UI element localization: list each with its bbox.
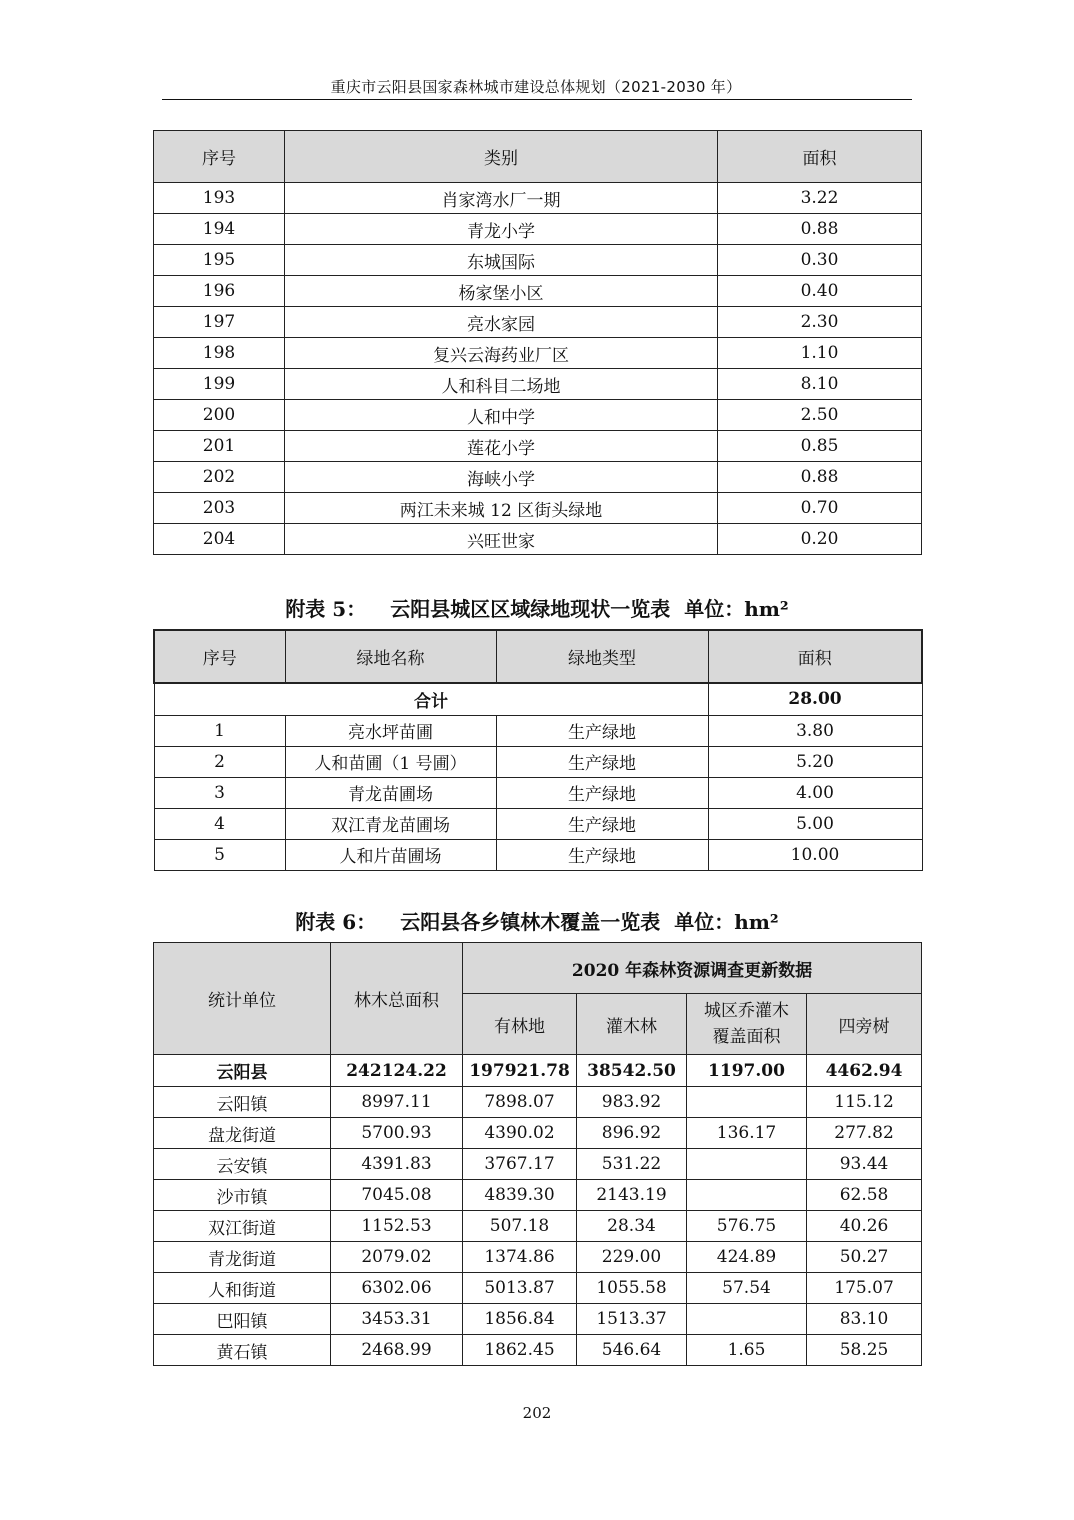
cell-index: 3 <box>154 777 285 808</box>
table-row <box>154 276 922 307</box>
cell-forest: 5013.87 <box>463 1273 577 1304</box>
cell-forest: 4390.02 <box>463 1118 577 1149</box>
cell-forest: 3767.17 <box>463 1149 577 1180</box>
table-row <box>154 524 922 555</box>
cell-area: 8.10 <box>718 369 922 400</box>
table-caption-5 <box>153 593 921 622</box>
cell-unit: 沙市镇 <box>154 1180 331 1211</box>
caption-title: 云阳县各乡镇林木覆盖一览表 <box>400 910 661 934</box>
green-space-continuation-table <box>153 130 922 555</box>
column-header-total-area: 林木总面积 <box>331 943 463 1055</box>
cell-category: 东城国际 <box>285 245 718 276</box>
column-header-index: 序号 <box>154 630 285 683</box>
cell-category: 海峡小学 <box>285 462 718 493</box>
cell-total: 3453.31 <box>331 1304 463 1335</box>
table-row <box>154 400 922 431</box>
cell-unit: 青龙街道 <box>154 1242 331 1273</box>
page-number: 202 <box>522 1404 552 1422</box>
cell-unit: 双江街道 <box>154 1211 331 1242</box>
cell-index: 197 <box>154 307 285 338</box>
cell-forest: 4839.30 <box>463 1180 577 1211</box>
summary-urban: 1197.00 <box>687 1055 807 1087</box>
cell-index: 202 <box>154 462 285 493</box>
cell-shrub: 2143.19 <box>577 1180 687 1211</box>
cell-index: 5 <box>154 839 285 870</box>
cell-index: 2 <box>154 746 285 777</box>
table-caption-6 <box>153 906 921 935</box>
cell-forest: 7898.07 <box>463 1087 577 1118</box>
cell-index: 199 <box>154 369 285 400</box>
table-row <box>154 431 922 462</box>
cell-category: 人和科目二场地 <box>285 369 718 400</box>
table-row <box>154 1180 922 1211</box>
cell-index: 203 <box>154 493 285 524</box>
total-value: 28.00 <box>708 683 922 715</box>
cell-forest: 1856.84 <box>463 1304 577 1335</box>
table-row <box>154 1087 922 1118</box>
table-row <box>154 839 922 870</box>
cell-forest: 507.18 <box>463 1211 577 1242</box>
cell-total: 1152.53 <box>331 1211 463 1242</box>
table-row <box>154 307 922 338</box>
cell-total: 2468.99 <box>331 1335 463 1366</box>
table-row <box>154 214 922 245</box>
summary-scattered: 4462.94 <box>807 1055 922 1087</box>
cell-urban: 576.75 <box>687 1211 807 1242</box>
cell-area: 1.10 <box>718 338 922 369</box>
cell-urban <box>687 1304 807 1335</box>
table-row <box>154 245 922 276</box>
column-header-urban-coverage-line1: 城区乔灌木 <box>704 1001 789 1021</box>
cell-category: 兴旺世家 <box>285 524 718 555</box>
table-row <box>154 462 922 493</box>
cell-name: 人和片苗圃场 <box>285 839 496 870</box>
cell-area: 2.50 <box>718 400 922 431</box>
cell-shrub: 28.34 <box>577 1211 687 1242</box>
cell-type: 生产绿地 <box>496 808 708 839</box>
column-header-scattered-trees: 四旁树 <box>807 994 922 1055</box>
table-row <box>154 1242 922 1273</box>
cell-urban: 1.65 <box>687 1335 807 1366</box>
cell-name: 青龙苗圃场 <box>285 777 496 808</box>
summary-total: 242124.22 <box>331 1055 463 1087</box>
table-header-row <box>154 630 922 683</box>
summary-forest: 197921.78 <box>463 1055 577 1087</box>
page-header-title: 重庆市云阳县国家森林城市建设总体规划（2021-2030 年） <box>330 78 742 96</box>
cell-area: 0.88 <box>718 214 922 245</box>
column-header-urban-coverage-line2: 覆盖面积 <box>712 1027 781 1047</box>
cell-index: 195 <box>154 245 285 276</box>
cell-scattered: 175.07 <box>807 1273 922 1304</box>
cell-name: 人和苗圃（1 号圃） <box>285 746 496 777</box>
cell-index: 194 <box>154 214 285 245</box>
cell-total: 2079.02 <box>331 1242 463 1273</box>
table-row <box>154 746 922 777</box>
column-header-area: 面积 <box>718 131 922 183</box>
cell-name: 双江青龙苗圃场 <box>285 808 496 839</box>
caption-label: 附表 5： <box>285 597 367 621</box>
cell-unit: 云阳镇 <box>154 1087 331 1118</box>
cell-shrub: 1513.37 <box>577 1304 687 1335</box>
caption-unit: 单位：hm² <box>684 597 789 621</box>
column-header-forest-land: 有林地 <box>463 994 577 1055</box>
cell-scattered: 40.26 <box>807 1211 922 1242</box>
table-row <box>154 715 922 746</box>
table-row <box>154 1149 922 1180</box>
cell-unit: 黄石镇 <box>154 1335 331 1366</box>
cell-urban: 136.17 <box>687 1118 807 1149</box>
table-row <box>154 1211 922 1242</box>
cell-urban: 424.89 <box>687 1242 807 1273</box>
cell-scattered: 50.27 <box>807 1242 922 1273</box>
cell-area: 0.40 <box>718 276 922 307</box>
cell-category: 人和中学 <box>285 400 718 431</box>
caption-label: 附表 6： <box>295 910 377 934</box>
cell-shrub: 229.00 <box>577 1242 687 1273</box>
urban-green-space-table <box>153 629 923 871</box>
cell-shrub: 1055.58 <box>577 1273 687 1304</box>
cell-area: 0.85 <box>718 431 922 462</box>
cell-unit: 人和街道 <box>154 1273 331 1304</box>
cell-unit: 云安镇 <box>154 1149 331 1180</box>
table-row <box>154 1335 922 1366</box>
column-header-category: 类别 <box>285 131 718 183</box>
cell-area: 3.22 <box>718 183 922 214</box>
forest-coverage-table <box>153 942 922 1366</box>
cell-name: 亮水坪苗圃 <box>285 715 496 746</box>
cell-category: 复兴云海药业厂区 <box>285 338 718 369</box>
cell-area: 0.20 <box>718 524 922 555</box>
cell-urban <box>687 1087 807 1118</box>
table-row <box>154 369 922 400</box>
cell-index: 198 <box>154 338 285 369</box>
cell-urban <box>687 1149 807 1180</box>
column-header-unit: 统计单位 <box>154 943 331 1055</box>
table-row <box>154 1304 922 1335</box>
cell-index: 200 <box>154 400 285 431</box>
table-header-row <box>154 131 922 183</box>
cell-area: 5.20 <box>708 746 922 777</box>
cell-shrub: 983.92 <box>577 1087 687 1118</box>
cell-area: 10.00 <box>708 839 922 870</box>
cell-forest: 1862.45 <box>463 1335 577 1366</box>
table-row <box>154 808 922 839</box>
table-row <box>154 183 922 214</box>
header-rule <box>162 99 912 100</box>
table-row <box>154 493 922 524</box>
column-header-type: 绿地类型 <box>496 630 708 683</box>
column-header-index: 序号 <box>154 131 285 183</box>
cell-index: 1 <box>154 715 285 746</box>
cell-scattered: 93.44 <box>807 1149 922 1180</box>
cell-index: 204 <box>154 524 285 555</box>
cell-area: 0.88 <box>718 462 922 493</box>
cell-category: 肖家湾水厂一期 <box>285 183 718 214</box>
cell-forest: 1374.86 <box>463 1242 577 1273</box>
cell-scattered: 115.12 <box>807 1087 922 1118</box>
cell-total: 5700.93 <box>331 1118 463 1149</box>
cell-category: 莲花小学 <box>285 431 718 462</box>
table-header-row <box>154 943 922 994</box>
cell-category: 青龙小学 <box>285 214 718 245</box>
cell-scattered: 277.82 <box>807 1118 922 1149</box>
table-row <box>154 1118 922 1149</box>
total-row <box>154 683 922 715</box>
column-header-urban-coverage <box>687 994 807 1055</box>
table-row <box>154 338 922 369</box>
cell-area: 0.30 <box>718 245 922 276</box>
cell-area: 3.80 <box>708 715 922 746</box>
cell-area: 0.70 <box>718 493 922 524</box>
cell-index: 4 <box>154 808 285 839</box>
caption-title: 云阳县城区区域绿地现状一览表 <box>390 597 671 621</box>
total-label: 合计 <box>154 683 708 715</box>
cell-urban <box>687 1180 807 1211</box>
cell-total: 8997.11 <box>331 1087 463 1118</box>
cell-type: 生产绿地 <box>496 839 708 870</box>
table-row <box>154 1273 922 1304</box>
cell-shrub: 896.92 <box>577 1118 687 1149</box>
summary-unit: 云阳县 <box>154 1055 331 1087</box>
table-body <box>154 715 922 870</box>
column-header-name: 绿地名称 <box>285 630 496 683</box>
cell-index: 193 <box>154 183 285 214</box>
cell-total: 6302.06 <box>331 1273 463 1304</box>
column-header-shrub-land: 灌木林 <box>577 994 687 1055</box>
cell-urban: 57.54 <box>687 1273 807 1304</box>
column-header-area: 面积 <box>708 630 922 683</box>
cell-total: 7045.08 <box>331 1180 463 1211</box>
cell-scattered: 58.25 <box>807 1335 922 1366</box>
summary-row <box>154 1055 922 1087</box>
cell-scattered: 83.10 <box>807 1304 922 1335</box>
cell-category: 杨家堡小区 <box>285 276 718 307</box>
cell-area: 4.00 <box>708 777 922 808</box>
caption-unit: 单位：hm² <box>674 910 779 934</box>
cell-category: 亮水家园 <box>285 307 718 338</box>
summary-shrub: 38542.50 <box>577 1055 687 1087</box>
cell-shrub: 531.22 <box>577 1149 687 1180</box>
cell-unit: 巴阳镇 <box>154 1304 331 1335</box>
table-body <box>154 1087 922 1366</box>
cell-category: 两江未来城 12 区街头绿地 <box>285 493 718 524</box>
table-body <box>154 183 922 555</box>
cell-type: 生产绿地 <box>496 746 708 777</box>
cell-shrub: 546.64 <box>577 1335 687 1366</box>
cell-index: 196 <box>154 276 285 307</box>
cell-index: 201 <box>154 431 285 462</box>
cell-type: 生产绿地 <box>496 777 708 808</box>
cell-unit: 盘龙街道 <box>154 1118 331 1149</box>
cell-scattered: 62.58 <box>807 1180 922 1211</box>
cell-total: 4391.83 <box>331 1149 463 1180</box>
cell-area: 2.30 <box>718 307 922 338</box>
cell-area: 5.00 <box>708 808 922 839</box>
cell-type: 生产绿地 <box>496 715 708 746</box>
table-row <box>154 777 922 808</box>
column-group-header: 2020 年森林资源调查更新数据 <box>463 943 922 994</box>
